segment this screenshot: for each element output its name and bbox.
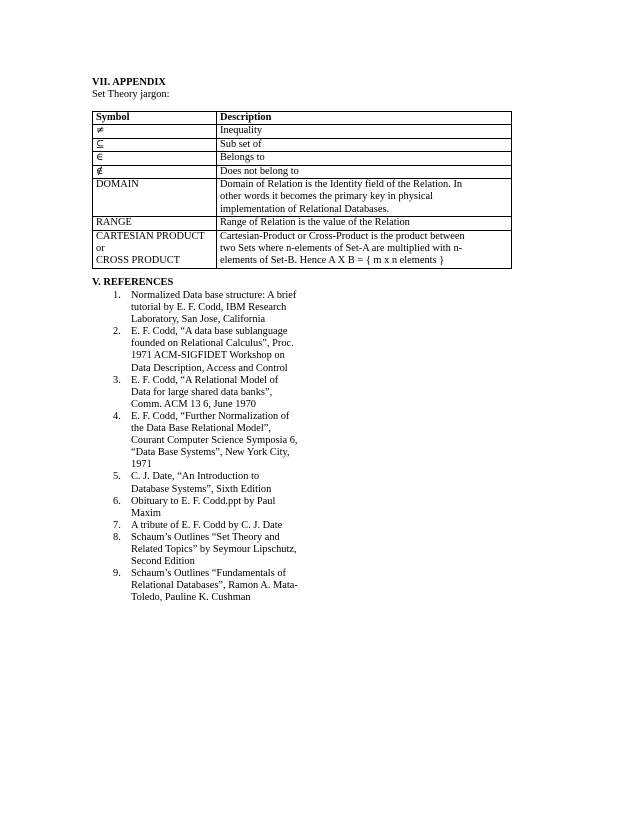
list-item xyxy=(110,290,320,326)
description-cell: Sub set of xyxy=(217,138,512,151)
reference-text: Schaum’s Outlines “Set Theory and Related Topics” by Seymour Lipschutz, Second Edition xyxy=(131,531,297,568)
reference-number: 1. xyxy=(113,290,121,301)
table-row xyxy=(93,125,512,138)
symbol-cell: DOMAIN xyxy=(93,179,217,217)
reference-text: Obituary to E. F. Codd.ppt by Paul Maxim xyxy=(131,495,276,519)
list-item xyxy=(110,532,320,568)
list-item xyxy=(110,375,320,411)
table-row xyxy=(93,152,512,165)
appendix-subtitle: Set Theory jargon: xyxy=(92,89,170,100)
description-cell: Belongs to xyxy=(217,152,512,165)
list-item xyxy=(110,568,320,604)
reference-number: 2. xyxy=(113,326,121,338)
reference-text: E. F. Codd, “Further Normalization of the Data Base Relational Model”, Courant Computer Science Symposia 6, “Data Base Systems”, New York City, 1971 xyxy=(131,410,298,471)
list-item xyxy=(110,520,320,532)
reference-text: E. F. Codd, “A Relational Model of Data for large shared data banks”, Comm. ACM 13 6, June 1970 xyxy=(131,374,279,410)
reference-text: Normalized Data base structure: A brief tutorial by E. F. Codd, IBM Research Laboratory, San Jose, California xyxy=(131,290,297,326)
description-cell: Domain of Relation is the Identity field of the Relation. In other words it becomes the primary key in physical implementation of Relational Databases. xyxy=(217,179,512,217)
symbol-cell: ≠ xyxy=(93,125,217,138)
description-cell: Inequality xyxy=(217,125,512,138)
reference-text: A tribute of E. F. Codd by C. J. Date xyxy=(131,519,283,531)
description-cell: Cartesian-Product or Cross-Product is the product between two Sets where n-elements of Set-A are multiplied with n- elements of Set-B. Hence A X B = { m x n elements } xyxy=(217,230,512,268)
list-item xyxy=(110,326,320,374)
table-row xyxy=(93,230,512,268)
reference-number: 3. xyxy=(113,374,121,386)
symbol-cell: ⊆ xyxy=(93,138,217,151)
description-column-header: Description xyxy=(217,112,512,125)
reference-number: 9. xyxy=(113,568,121,580)
list-item xyxy=(110,496,320,520)
table-row xyxy=(93,138,512,151)
list-item xyxy=(110,411,320,471)
table-row xyxy=(93,165,512,178)
symbol-cell: CARTESIAN PRODUCT or CROSS PRODUCT xyxy=(93,230,217,268)
reference-number: 4. xyxy=(113,410,121,422)
appendix-heading: VII. APPENDIX xyxy=(92,77,166,88)
symbol-cell: ∈ xyxy=(93,152,217,165)
table-row xyxy=(93,217,512,230)
references-heading: V. REFERENCES xyxy=(92,277,174,288)
reference-text: Schaum’s Outlines “Fundamentals of Relational Databases”, Ramon A. Mata- Toledo, Pauline K. Cushman xyxy=(131,568,298,604)
reference-text: E. F. Codd, “A data base sublanguage founded on Relational Calculus”, Proc. 1971 ACM-SIGFIDET Workshop on Data Description, Access and Control xyxy=(131,326,294,374)
table-header-row xyxy=(93,112,512,125)
set-theory-table xyxy=(92,111,512,269)
reference-number: 7. xyxy=(113,519,121,531)
reference-number: 8. xyxy=(113,531,121,543)
reference-number: 6. xyxy=(113,495,121,507)
table-row xyxy=(93,179,512,217)
references-list xyxy=(110,290,320,604)
description-cell: Does not belong to xyxy=(217,165,512,178)
symbol-cell: RANGE xyxy=(93,217,217,230)
description-cell: Range of Relation is the value of the Relation xyxy=(217,217,512,230)
symbol-column-header: Symbol xyxy=(93,112,217,125)
reference-number: 5. xyxy=(113,471,121,483)
list-item xyxy=(110,471,320,495)
symbol-cell: ∉ xyxy=(93,165,217,178)
reference-text: C. J. Date, “An Introduction to Database Systems”, Sixth Edition xyxy=(131,471,272,495)
